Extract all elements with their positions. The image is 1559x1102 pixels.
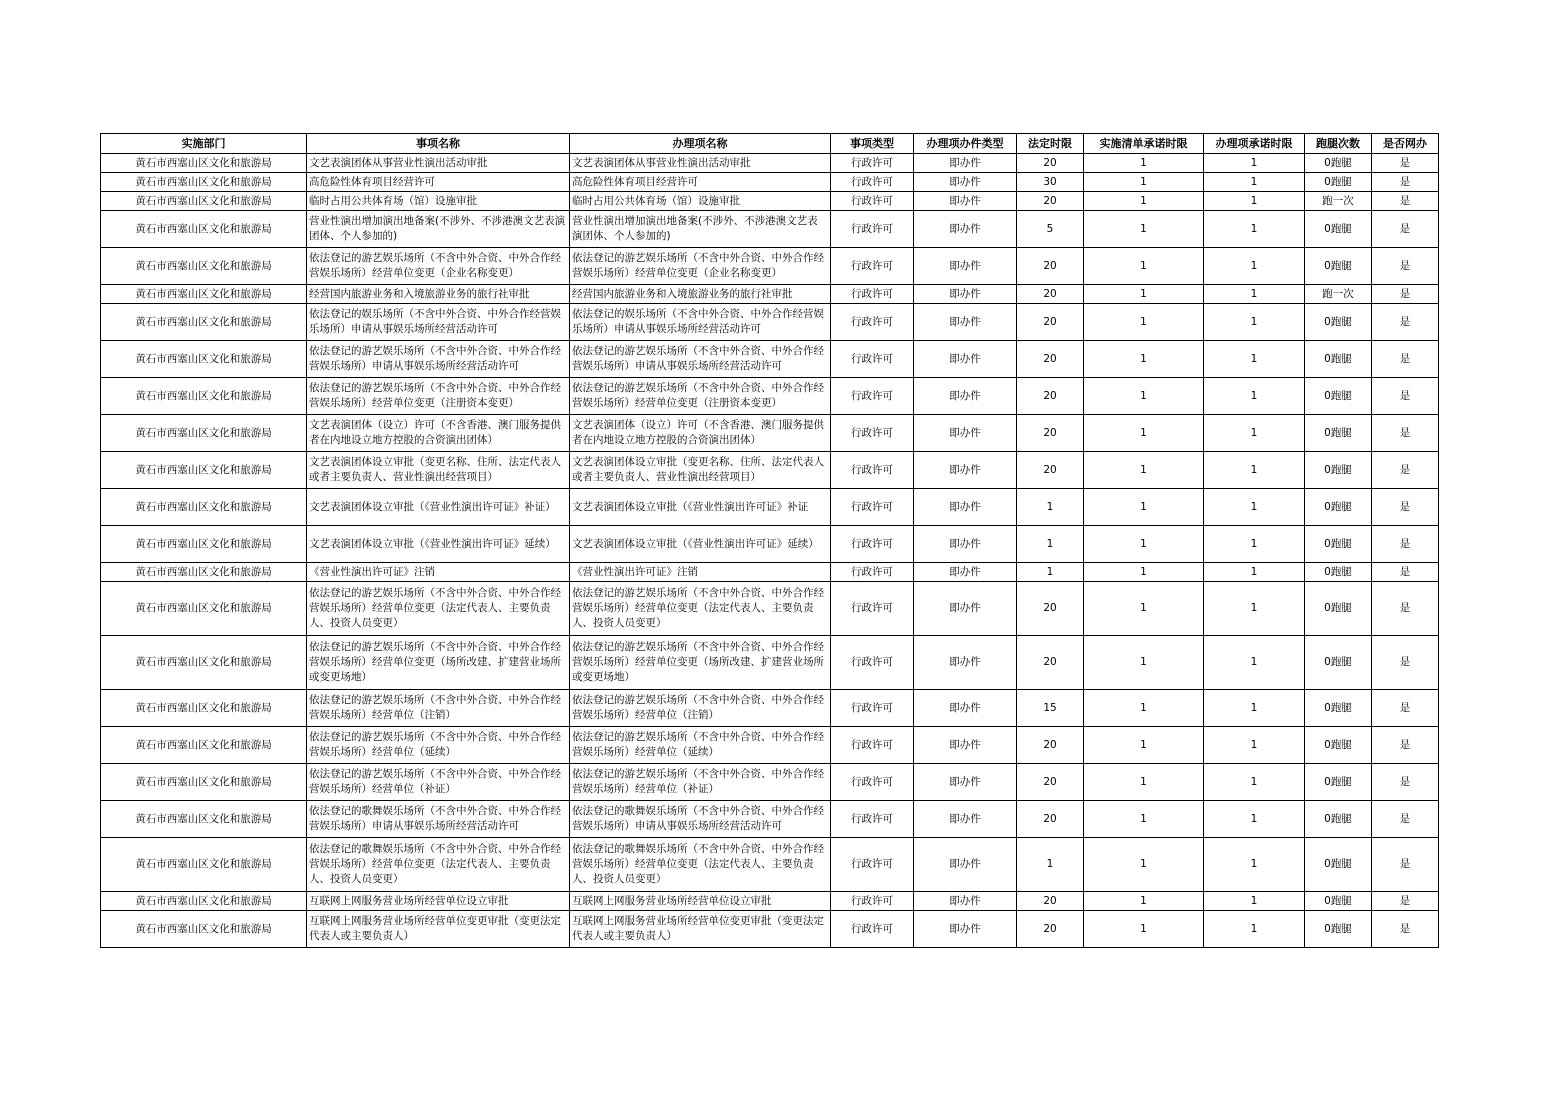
header-department: 实施部门 bbox=[101, 134, 307, 154]
cell-list-promise-limit: 1 bbox=[1084, 378, 1204, 415]
cell-online: 是 bbox=[1372, 690, 1439, 727]
cell-case-type: 即办件 bbox=[914, 211, 1017, 248]
cell-department: 黄石市西塞山区文化和旅游局 bbox=[101, 636, 307, 690]
table-row bbox=[101, 378, 1439, 415]
cell-item-name: 互联网上网服务营业场所经营单位变更审批（变更法定代表人或主要负责人） bbox=[307, 911, 570, 948]
cell-case-type: 即办件 bbox=[914, 489, 1017, 526]
cell-item-type: 行政许可 bbox=[831, 727, 914, 764]
cell-online: 是 bbox=[1372, 154, 1439, 173]
cell-legal-limit: 20 bbox=[1017, 415, 1084, 452]
cell-department: 黄石市西塞山区文化和旅游局 bbox=[101, 489, 307, 526]
cell-legal-limit: 20 bbox=[1017, 154, 1084, 173]
cell-item-type: 行政许可 bbox=[831, 764, 914, 801]
cell-item-promise-limit: 1 bbox=[1204, 154, 1305, 173]
cell-item-promise-limit: 1 bbox=[1204, 489, 1305, 526]
cell-item-promise-limit: 1 bbox=[1204, 838, 1305, 892]
cell-department: 黄石市西塞山区文化和旅游局 bbox=[101, 526, 307, 563]
cell-legal-limit: 20 bbox=[1017, 801, 1084, 838]
cell-handling-item-name: 依法登记的歌舞娱乐场所（不含中外合资、中外合作经营娱乐场所）经营单位变更（法定代表人、主要负责人、投资人员变更） bbox=[570, 838, 831, 892]
cell-list-promise-limit: 1 bbox=[1084, 285, 1204, 304]
table-row bbox=[101, 582, 1439, 636]
cell-item-name: 依法登记的游艺娱乐场所（不含中外合资、中外合作经营娱乐场所）经营单位（延续） bbox=[307, 727, 570, 764]
cell-handling-item-name: 《营业性演出许可证》注销 bbox=[570, 563, 831, 582]
cell-item-type: 行政许可 bbox=[831, 341, 914, 378]
cell-online: 是 bbox=[1372, 415, 1439, 452]
cell-item-type: 行政许可 bbox=[831, 911, 914, 948]
cell-case-type: 即办件 bbox=[914, 582, 1017, 636]
cell-online: 是 bbox=[1372, 285, 1439, 304]
cell-list-promise-limit: 1 bbox=[1084, 304, 1204, 341]
cell-item-type: 行政许可 bbox=[831, 838, 914, 892]
table-row bbox=[101, 304, 1439, 341]
cell-case-type: 即办件 bbox=[914, 341, 1017, 378]
cell-online: 是 bbox=[1372, 341, 1439, 378]
cell-case-type: 即办件 bbox=[914, 892, 1017, 911]
cell-visit-count: 跑一次 bbox=[1305, 285, 1372, 304]
cell-item-name: 依法登记的娱乐场所（不含中外合资、中外合作经营娱乐场所）申请从事娱乐场所经营活动许可 bbox=[307, 304, 570, 341]
cell-case-type: 即办件 bbox=[914, 415, 1017, 452]
cell-item-promise-limit: 1 bbox=[1204, 764, 1305, 801]
cell-online: 是 bbox=[1372, 304, 1439, 341]
cell-visit-count: 0跑腿 bbox=[1305, 892, 1372, 911]
cell-item-promise-limit: 1 bbox=[1204, 248, 1305, 285]
cell-item-name: 依法登记的歌舞娱乐场所（不含中外合资、中外合作经营娱乐场所）经营单位变更（法定代表人、主要负责人、投资人员变更） bbox=[307, 838, 570, 892]
cell-handling-item-name: 依法登记的娱乐场所（不含中外合资、中外合作经营娱乐场所）申请从事娱乐场所经营活动许可 bbox=[570, 304, 831, 341]
cell-case-type: 即办件 bbox=[914, 154, 1017, 173]
cell-handling-item-name: 依法登记的游艺娱乐场所（不含中外合资、中外合作经营娱乐场所）经营单位变更（场所改建、扩建营业场所或变更场地） bbox=[570, 636, 831, 690]
cell-item-promise-limit: 1 bbox=[1204, 285, 1305, 304]
table-row bbox=[101, 211, 1439, 248]
cell-handling-item-name: 营业性演出增加演出地备案(不涉外、不涉港澳文艺表演团体、个人参加的) bbox=[570, 211, 831, 248]
table-row bbox=[101, 911, 1439, 948]
cell-visit-count: 0跑腿 bbox=[1305, 582, 1372, 636]
cell-item-name: 营业性演出增加演出地备案(不涉外、不涉港澳文艺表演团体、个人参加的) bbox=[307, 211, 570, 248]
cell-online: 是 bbox=[1372, 911, 1439, 948]
table-row bbox=[101, 563, 1439, 582]
cell-case-type: 即办件 bbox=[914, 378, 1017, 415]
cell-case-type: 即办件 bbox=[914, 526, 1017, 563]
cell-handling-item-name: 文艺表演团体从事营业性演出活动审批 bbox=[570, 154, 831, 173]
cell-legal-limit: 15 bbox=[1017, 690, 1084, 727]
cell-list-promise-limit: 1 bbox=[1084, 154, 1204, 173]
cell-handling-item-name: 依法登记的游艺娱乐场所（不含中外合资、中外合作经营娱乐场所）经营单位（注销） bbox=[570, 690, 831, 727]
cell-online: 是 bbox=[1372, 211, 1439, 248]
table-row bbox=[101, 838, 1439, 892]
table-row bbox=[101, 341, 1439, 378]
cell-handling-item-name: 依法登记的游艺娱乐场所（不含中外合资、中外合作经营娱乐场所）经营单位（补证） bbox=[570, 764, 831, 801]
cell-list-promise-limit: 1 bbox=[1084, 173, 1204, 192]
cell-online: 是 bbox=[1372, 248, 1439, 285]
table-row bbox=[101, 801, 1439, 838]
cell-department: 黄石市西塞山区文化和旅游局 bbox=[101, 727, 307, 764]
cell-case-type: 即办件 bbox=[914, 563, 1017, 582]
cell-item-name: 依法登记的游艺娱乐场所（不含中外合资、中外合作经营娱乐场所）经营单位（补证） bbox=[307, 764, 570, 801]
cell-item-type: 行政许可 bbox=[831, 415, 914, 452]
cell-list-promise-limit: 1 bbox=[1084, 526, 1204, 563]
cell-visit-count: 0跑腿 bbox=[1305, 563, 1372, 582]
cell-item-name: 文艺表演团体从事营业性演出活动审批 bbox=[307, 154, 570, 173]
cell-item-type: 行政许可 bbox=[831, 304, 914, 341]
cell-item-promise-limit: 1 bbox=[1204, 526, 1305, 563]
cell-list-promise-limit: 1 bbox=[1084, 489, 1204, 526]
cell-visit-count: 0跑腿 bbox=[1305, 526, 1372, 563]
cell-item-name: 依法登记的游艺娱乐场所（不含中外合资、中外合作经营娱乐场所）经营单位变更（场所改建、扩建营业场所或变更场地） bbox=[307, 636, 570, 690]
header-visit-count: 跑腿次数 bbox=[1305, 134, 1372, 154]
cell-item-promise-limit: 1 bbox=[1204, 690, 1305, 727]
cell-item-promise-limit: 1 bbox=[1204, 636, 1305, 690]
cell-department: 黄石市西塞山区文化和旅游局 bbox=[101, 415, 307, 452]
cell-department: 黄石市西塞山区文化和旅游局 bbox=[101, 211, 307, 248]
cell-legal-limit: 20 bbox=[1017, 764, 1084, 801]
cell-item-type: 行政许可 bbox=[831, 636, 914, 690]
cell-visit-count: 0跑腿 bbox=[1305, 415, 1372, 452]
cell-visit-count: 0跑腿 bbox=[1305, 154, 1372, 173]
cell-item-promise-limit: 1 bbox=[1204, 563, 1305, 582]
cell-list-promise-limit: 1 bbox=[1084, 727, 1204, 764]
cell-item-type: 行政许可 bbox=[831, 211, 914, 248]
cell-item-promise-limit: 1 bbox=[1204, 192, 1305, 211]
cell-item-name: 依法登记的游艺娱乐场所（不含中外合资、中外合作经营娱乐场所）经营单位变更（注册资本变更） bbox=[307, 378, 570, 415]
cell-list-promise-limit: 1 bbox=[1084, 248, 1204, 285]
cell-department: 黄石市西塞山区文化和旅游局 bbox=[101, 248, 307, 285]
cell-department: 黄石市西塞山区文化和旅游局 bbox=[101, 892, 307, 911]
cell-visit-count: 0跑腿 bbox=[1305, 764, 1372, 801]
cell-case-type: 即办件 bbox=[914, 248, 1017, 285]
cell-visit-count: 0跑腿 bbox=[1305, 452, 1372, 489]
cell-legal-limit: 20 bbox=[1017, 192, 1084, 211]
header-item-name: 事项名称 bbox=[307, 134, 570, 154]
cell-department: 黄石市西塞山区文化和旅游局 bbox=[101, 192, 307, 211]
cell-visit-count: 0跑腿 bbox=[1305, 173, 1372, 192]
cell-list-promise-limit: 1 bbox=[1084, 211, 1204, 248]
cell-department: 黄石市西塞山区文化和旅游局 bbox=[101, 582, 307, 636]
cell-case-type: 即办件 bbox=[914, 764, 1017, 801]
cell-list-promise-limit: 1 bbox=[1084, 838, 1204, 892]
table-row bbox=[101, 892, 1439, 911]
cell-case-type: 即办件 bbox=[914, 173, 1017, 192]
table-row bbox=[101, 154, 1439, 173]
cell-list-promise-limit: 1 bbox=[1084, 582, 1204, 636]
cell-list-promise-limit: 1 bbox=[1084, 415, 1204, 452]
cell-online: 是 bbox=[1372, 838, 1439, 892]
table-row bbox=[101, 727, 1439, 764]
cell-legal-limit: 1 bbox=[1017, 489, 1084, 526]
cell-department: 黄石市西塞山区文化和旅游局 bbox=[101, 838, 307, 892]
cell-case-type: 即办件 bbox=[914, 727, 1017, 764]
cell-item-type: 行政许可 bbox=[831, 285, 914, 304]
cell-visit-count: 0跑腿 bbox=[1305, 211, 1372, 248]
table-row bbox=[101, 636, 1439, 690]
header-handling-item-name: 办理项名称 bbox=[570, 134, 831, 154]
header-list-promise-limit: 实施清单承诺时限 bbox=[1084, 134, 1204, 154]
cell-online: 是 bbox=[1372, 764, 1439, 801]
cell-online: 是 bbox=[1372, 727, 1439, 764]
cell-visit-count: 0跑腿 bbox=[1305, 911, 1372, 948]
cell-visit-count: 0跑腿 bbox=[1305, 727, 1372, 764]
cell-legal-limit: 20 bbox=[1017, 285, 1084, 304]
cell-item-name: 依法登记的游艺娱乐场所（不含中外合资、中外合作经营娱乐场所）经营单位变更（法定代表人、主要负责人、投资人员变更） bbox=[307, 582, 570, 636]
table-row bbox=[101, 452, 1439, 489]
cell-item-type: 行政许可 bbox=[831, 801, 914, 838]
cell-visit-count: 0跑腿 bbox=[1305, 690, 1372, 727]
cell-item-type: 行政许可 bbox=[831, 173, 914, 192]
cell-legal-limit: 1 bbox=[1017, 838, 1084, 892]
cell-online: 是 bbox=[1372, 489, 1439, 526]
cell-list-promise-limit: 1 bbox=[1084, 341, 1204, 378]
cell-item-type: 行政许可 bbox=[831, 690, 914, 727]
cell-legal-limit: 20 bbox=[1017, 582, 1084, 636]
cell-item-promise-limit: 1 bbox=[1204, 341, 1305, 378]
cell-department: 黄石市西塞山区文化和旅游局 bbox=[101, 690, 307, 727]
cell-visit-count: 0跑腿 bbox=[1305, 636, 1372, 690]
cell-list-promise-limit: 1 bbox=[1084, 911, 1204, 948]
cell-list-promise-limit: 1 bbox=[1084, 636, 1204, 690]
cell-case-type: 即办件 bbox=[914, 690, 1017, 727]
cell-item-name: 依法登记的游艺娱乐场所（不含中外合资、中外合作经营娱乐场所）经营单位变更（企业名称变更） bbox=[307, 248, 570, 285]
cell-case-type: 即办件 bbox=[914, 636, 1017, 690]
cell-item-promise-limit: 1 bbox=[1204, 173, 1305, 192]
cell-legal-limit: 30 bbox=[1017, 173, 1084, 192]
cell-handling-item-name: 互联网上网服务营业场所经营单位变更审批（变更法定代表人或主要负责人） bbox=[570, 911, 831, 948]
cell-list-promise-limit: 1 bbox=[1084, 764, 1204, 801]
header-item-type: 事项类型 bbox=[831, 134, 914, 154]
cell-handling-item-name: 文艺表演团体设立审批（《营业性演出许可证》补证 bbox=[570, 489, 831, 526]
cell-handling-item-name: 依法登记的游艺娱乐场所（不含中外合资、中外合作经营娱乐场所）申请从事娱乐场所经营活动许可 bbox=[570, 341, 831, 378]
header-case-type: 办理项办件类型 bbox=[914, 134, 1017, 154]
cell-visit-count: 0跑腿 bbox=[1305, 801, 1372, 838]
cell-handling-item-name: 依法登记的游艺娱乐场所（不含中外合资、中外合作经营娱乐场所）经营单位（延续） bbox=[570, 727, 831, 764]
cell-item-type: 行政许可 bbox=[831, 563, 914, 582]
cell-online: 是 bbox=[1372, 801, 1439, 838]
cell-item-promise-limit: 1 bbox=[1204, 211, 1305, 248]
cell-legal-limit: 20 bbox=[1017, 636, 1084, 690]
cell-handling-item-name: 文艺表演团体设立审批（《营业性演出许可证》延续） bbox=[570, 526, 831, 563]
cell-item-type: 行政许可 bbox=[831, 154, 914, 173]
cell-visit-count: 0跑腿 bbox=[1305, 304, 1372, 341]
cell-legal-limit: 20 bbox=[1017, 452, 1084, 489]
table-row bbox=[101, 285, 1439, 304]
cell-handling-item-name: 依法登记的游艺娱乐场所（不含中外合资、中外合作经营娱乐场所）经营单位变更（法定代表人、主要负责人、投资人员变更） bbox=[570, 582, 831, 636]
cell-online: 是 bbox=[1372, 636, 1439, 690]
cell-department: 黄石市西塞山区文化和旅游局 bbox=[101, 173, 307, 192]
cell-department: 黄石市西塞山区文化和旅游局 bbox=[101, 285, 307, 304]
cell-list-promise-limit: 1 bbox=[1084, 192, 1204, 211]
cell-case-type: 即办件 bbox=[914, 285, 1017, 304]
cell-item-name: 依法登记的游艺娱乐场所（不含中外合资、中外合作经营娱乐场所）申请从事娱乐场所经营活动许可 bbox=[307, 341, 570, 378]
cell-case-type: 即办件 bbox=[914, 304, 1017, 341]
cell-online: 是 bbox=[1372, 173, 1439, 192]
cell-item-type: 行政许可 bbox=[831, 892, 914, 911]
table-row bbox=[101, 192, 1439, 211]
cell-list-promise-limit: 1 bbox=[1084, 690, 1204, 727]
header-row bbox=[101, 134, 1439, 154]
cell-case-type: 即办件 bbox=[914, 452, 1017, 489]
cell-online: 是 bbox=[1372, 452, 1439, 489]
table-row bbox=[101, 173, 1439, 192]
cell-case-type: 即办件 bbox=[914, 801, 1017, 838]
cell-legal-limit: 1 bbox=[1017, 526, 1084, 563]
services-table bbox=[100, 133, 1439, 948]
cell-case-type: 即办件 bbox=[914, 838, 1017, 892]
cell-item-type: 行政许可 bbox=[831, 248, 914, 285]
cell-department: 黄石市西塞山区文化和旅游局 bbox=[101, 911, 307, 948]
cell-item-name: 文艺表演团体设立审批（变更名称、住所、法定代表人或者主要负责人、营业性演出经营项目） bbox=[307, 452, 570, 489]
cell-item-type: 行政许可 bbox=[831, 582, 914, 636]
cell-legal-limit: 20 bbox=[1017, 304, 1084, 341]
cell-item-type: 行政许可 bbox=[831, 489, 914, 526]
cell-online: 是 bbox=[1372, 526, 1439, 563]
cell-item-promise-limit: 1 bbox=[1204, 892, 1305, 911]
header-legal-limit: 法定时限 bbox=[1017, 134, 1084, 154]
cell-online: 是 bbox=[1372, 192, 1439, 211]
cell-handling-item-name: 经营国内旅游业务和入境旅游业务的旅行社审批 bbox=[570, 285, 831, 304]
cell-department: 黄石市西塞山区文化和旅游局 bbox=[101, 341, 307, 378]
table-row bbox=[101, 690, 1439, 727]
cell-item-promise-limit: 1 bbox=[1204, 415, 1305, 452]
cell-online: 是 bbox=[1372, 582, 1439, 636]
cell-legal-limit: 20 bbox=[1017, 378, 1084, 415]
cell-handling-item-name: 依法登记的游艺娱乐场所（不含中外合资、中外合作经营娱乐场所）经营单位变更（注册资本变更） bbox=[570, 378, 831, 415]
cell-handling-item-name: 临时占用公共体育场（馆）设施审批 bbox=[570, 192, 831, 211]
cell-legal-limit: 20 bbox=[1017, 341, 1084, 378]
cell-item-name: 互联网上网服务营业场所经营单位设立审批 bbox=[307, 892, 570, 911]
cell-item-type: 行政许可 bbox=[831, 452, 914, 489]
cell-online: 是 bbox=[1372, 563, 1439, 582]
cell-handling-item-name: 互联网上网服务营业场所经营单位设立审批 bbox=[570, 892, 831, 911]
cell-item-promise-limit: 1 bbox=[1204, 378, 1305, 415]
cell-item-promise-limit: 1 bbox=[1204, 304, 1305, 341]
cell-visit-count: 0跑腿 bbox=[1305, 838, 1372, 892]
cell-visit-count: 0跑腿 bbox=[1305, 378, 1372, 415]
cell-item-name: 经营国内旅游业务和入境旅游业务的旅行社审批 bbox=[307, 285, 570, 304]
cell-visit-count: 跑一次 bbox=[1305, 192, 1372, 211]
cell-item-type: 行政许可 bbox=[831, 526, 914, 563]
cell-item-name: 高危险性体育项目经营许可 bbox=[307, 173, 570, 192]
cell-legal-limit: 20 bbox=[1017, 248, 1084, 285]
table-row bbox=[101, 489, 1439, 526]
cell-department: 黄石市西塞山区文化和旅游局 bbox=[101, 764, 307, 801]
cell-department: 黄石市西塞山区文化和旅游局 bbox=[101, 452, 307, 489]
cell-visit-count: 0跑腿 bbox=[1305, 341, 1372, 378]
cell-item-promise-limit: 1 bbox=[1204, 727, 1305, 764]
cell-online: 是 bbox=[1372, 378, 1439, 415]
cell-department: 黄石市西塞山区文化和旅游局 bbox=[101, 378, 307, 415]
cell-list-promise-limit: 1 bbox=[1084, 452, 1204, 489]
cell-online: 是 bbox=[1372, 892, 1439, 911]
cell-item-name: 依法登记的游艺娱乐场所（不含中外合资、中外合作经营娱乐场所）经营单位（注销） bbox=[307, 690, 570, 727]
cell-department: 黄石市西塞山区文化和旅游局 bbox=[101, 801, 307, 838]
table-row bbox=[101, 764, 1439, 801]
cell-handling-item-name: 依法登记的歌舞娱乐场所（不含中外合资、中外合作经营娱乐场所）申请从事娱乐场所经营活动许可 bbox=[570, 801, 831, 838]
cell-item-type: 行政许可 bbox=[831, 378, 914, 415]
cell-item-promise-limit: 1 bbox=[1204, 452, 1305, 489]
cell-item-promise-limit: 1 bbox=[1204, 911, 1305, 948]
cell-item-name: 文艺表演团体（设立）许可（不含香港、澳门服务提供者在内地设立地方控股的合资演出团体） bbox=[307, 415, 570, 452]
cell-item-name: 临时占用公共体育场（馆）设施审批 bbox=[307, 192, 570, 211]
cell-legal-limit: 20 bbox=[1017, 892, 1084, 911]
cell-item-name: 《营业性演出许可证》注销 bbox=[307, 563, 570, 582]
cell-visit-count: 0跑腿 bbox=[1305, 248, 1372, 285]
table-row bbox=[101, 526, 1439, 563]
cell-department: 黄石市西塞山区文化和旅游局 bbox=[101, 563, 307, 582]
cell-legal-limit: 1 bbox=[1017, 563, 1084, 582]
cell-department: 黄石市西塞山区文化和旅游局 bbox=[101, 154, 307, 173]
cell-legal-limit: 5 bbox=[1017, 211, 1084, 248]
cell-legal-limit: 20 bbox=[1017, 727, 1084, 764]
header-item-promise-limit: 办理项承诺时限 bbox=[1204, 134, 1305, 154]
cell-item-name: 文艺表演团体设立审批（《营业性演出许可证》补证） bbox=[307, 489, 570, 526]
table-row bbox=[101, 415, 1439, 452]
cell-handling-item-name: 文艺表演团体设立审批（变更名称、住所、法定代表人或者主要负责人、营业性演出经营项目） bbox=[570, 452, 831, 489]
header-online: 是否网办 bbox=[1372, 134, 1439, 154]
cell-list-promise-limit: 1 bbox=[1084, 892, 1204, 911]
cell-handling-item-name: 文艺表演团体（设立）许可（不含香港、澳门服务提供者在内地设立地方控股的合资演出团体） bbox=[570, 415, 831, 452]
cell-handling-item-name: 高危险性体育项目经营许可 bbox=[570, 173, 831, 192]
cell-department: 黄石市西塞山区文化和旅游局 bbox=[101, 304, 307, 341]
table-row bbox=[101, 248, 1439, 285]
cell-item-name: 依法登记的歌舞娱乐场所（不含中外合资、中外合作经营娱乐场所）申请从事娱乐场所经营活动许可 bbox=[307, 801, 570, 838]
cell-handling-item-name: 依法登记的游艺娱乐场所（不含中外合资、中外合作经营娱乐场所）经营单位变更（企业名称变更） bbox=[570, 248, 831, 285]
cell-legal-limit: 20 bbox=[1017, 911, 1084, 948]
cell-case-type: 即办件 bbox=[914, 192, 1017, 211]
cell-item-name: 文艺表演团体设立审批（《营业性演出许可证》延续） bbox=[307, 526, 570, 563]
cell-list-promise-limit: 1 bbox=[1084, 563, 1204, 582]
cell-list-promise-limit: 1 bbox=[1084, 801, 1204, 838]
cell-item-promise-limit: 1 bbox=[1204, 801, 1305, 838]
cell-visit-count: 0跑腿 bbox=[1305, 489, 1372, 526]
cell-item-promise-limit: 1 bbox=[1204, 582, 1305, 636]
cell-item-type: 行政许可 bbox=[831, 192, 914, 211]
cell-case-type: 即办件 bbox=[914, 911, 1017, 948]
